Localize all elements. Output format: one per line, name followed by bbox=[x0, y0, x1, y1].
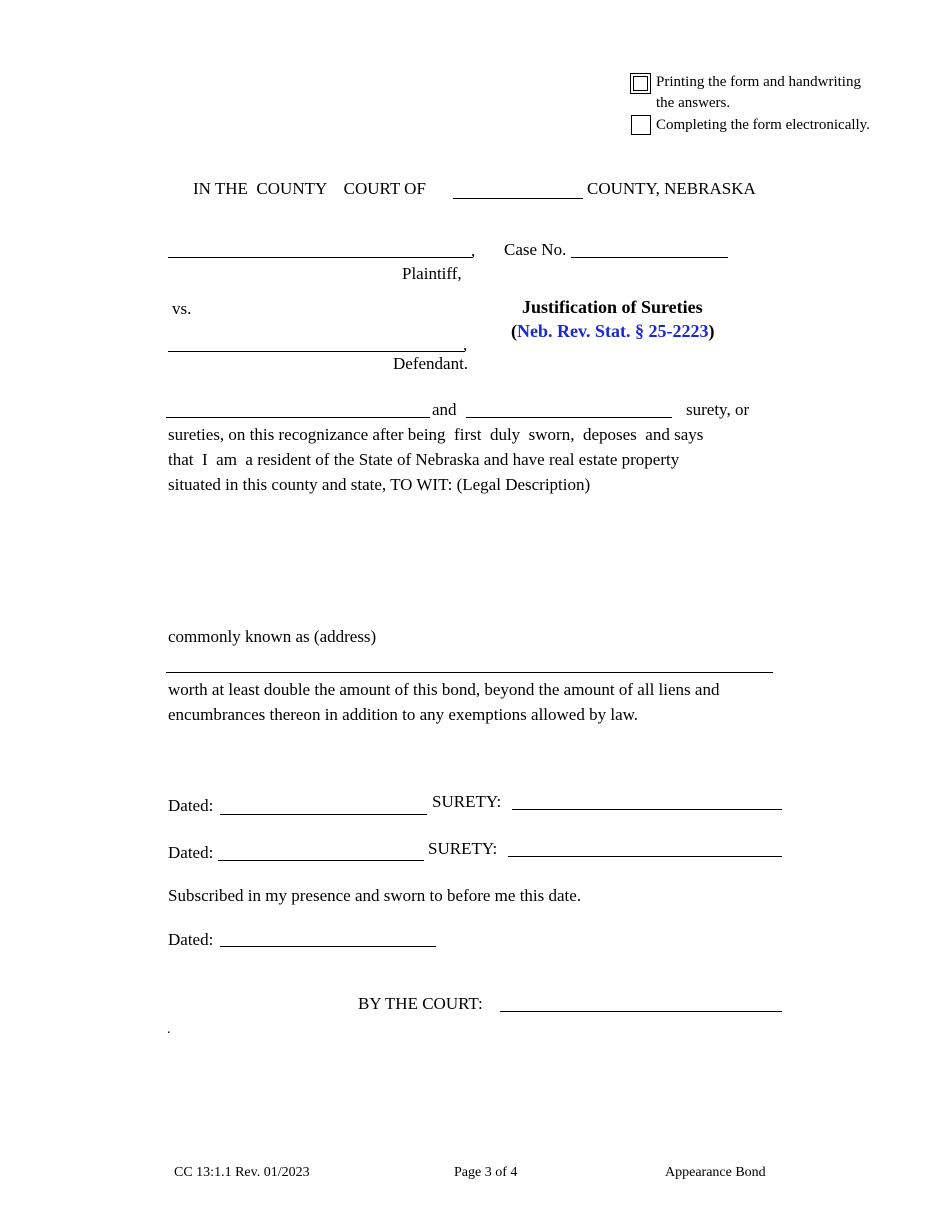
surety-label-1: SURETY: bbox=[432, 792, 502, 811]
surety-label-2: SURETY: bbox=[428, 839, 498, 858]
surety-signature-field-1[interactable] bbox=[512, 809, 782, 810]
dated-label-1: Dated: bbox=[168, 796, 214, 815]
defendant-name-field[interactable] bbox=[168, 351, 465, 352]
print-option-label-line2: the answers. bbox=[656, 95, 731, 111]
case-number-label: Case No. bbox=[504, 240, 567, 259]
electronic-checkbox[interactable] bbox=[631, 115, 651, 135]
statute-link[interactable]: Neb. Rev. Stat. § 25-2223 bbox=[517, 321, 709, 341]
affidavit-line-3: that I am a resident of the State of Nebraska and have real estate property bbox=[168, 450, 680, 469]
print-handwrite-checkbox[interactable] bbox=[630, 73, 651, 94]
case-number-field[interactable] bbox=[571, 257, 728, 258]
footer-document-name: Appearance Bond bbox=[665, 1165, 766, 1180]
stray-dot: . bbox=[167, 1022, 171, 1037]
footer-form-id: CC 13:1.1 Rev. 01/2023 bbox=[174, 1165, 310, 1180]
surety-signature-field-2[interactable] bbox=[508, 856, 782, 857]
surety-name-field-2[interactable] bbox=[466, 417, 672, 418]
footer-page-number: Page 3 of 4 bbox=[454, 1165, 518, 1180]
surety-or-label: surety, or bbox=[686, 400, 750, 419]
defendant-comma: , bbox=[463, 335, 468, 354]
and-label: and bbox=[432, 400, 457, 419]
plaintiff-name-field[interactable] bbox=[168, 257, 473, 258]
defendant-label: Defendant. bbox=[393, 354, 469, 373]
dated-field-3[interactable] bbox=[220, 946, 436, 947]
statute-paren-open: ( bbox=[511, 321, 517, 341]
statute-paren-close: ) bbox=[708, 321, 715, 341]
commonly-known-label: commonly known as (address) bbox=[168, 627, 377, 646]
court-signature-field[interactable] bbox=[500, 1011, 782, 1012]
dated-field-2[interactable] bbox=[218, 860, 424, 861]
dated-label-3: Dated: bbox=[168, 930, 214, 949]
surety-name-field-1[interactable] bbox=[166, 417, 430, 418]
affidavit-line-2: sureties, on this recognizance after being first duly sworn, deposes and says bbox=[168, 425, 704, 444]
court-header-left: IN THE COUNTY COURT OF bbox=[193, 179, 426, 198]
court-header-right: COUNTY, NEBRASKA bbox=[587, 179, 756, 198]
worth-line-1: worth at least double the amount of this bond, beyond the amount of all liens and bbox=[168, 680, 720, 699]
dated-label-2: Dated: bbox=[168, 843, 214, 862]
plaintiff-comma: , bbox=[471, 241, 476, 260]
document-title: Justification of Sureties bbox=[522, 297, 703, 317]
statute-citation bbox=[511, 320, 715, 342]
affidavit-line-4: situated in this county and state, TO WIT: (Legal Description) bbox=[168, 475, 591, 494]
versus-label: vs. bbox=[172, 299, 192, 318]
by-the-court-label: BY THE COURT: bbox=[358, 994, 483, 1013]
plaintiff-label: Plaintiff, bbox=[402, 264, 462, 283]
print-option-label-line1: Printing the form and handwriting bbox=[656, 74, 861, 90]
electronic-option-label: Completing the form electronically. bbox=[656, 117, 870, 133]
county-name-field[interactable] bbox=[453, 198, 583, 199]
dated-field-1[interactable] bbox=[220, 814, 427, 815]
address-field[interactable] bbox=[166, 672, 773, 673]
worth-line-2: encumbrances thereon in addition to any exemptions allowed by law. bbox=[168, 705, 639, 724]
subscribed-statement: Subscribed in my presence and sworn to before me this date. bbox=[168, 886, 582, 905]
